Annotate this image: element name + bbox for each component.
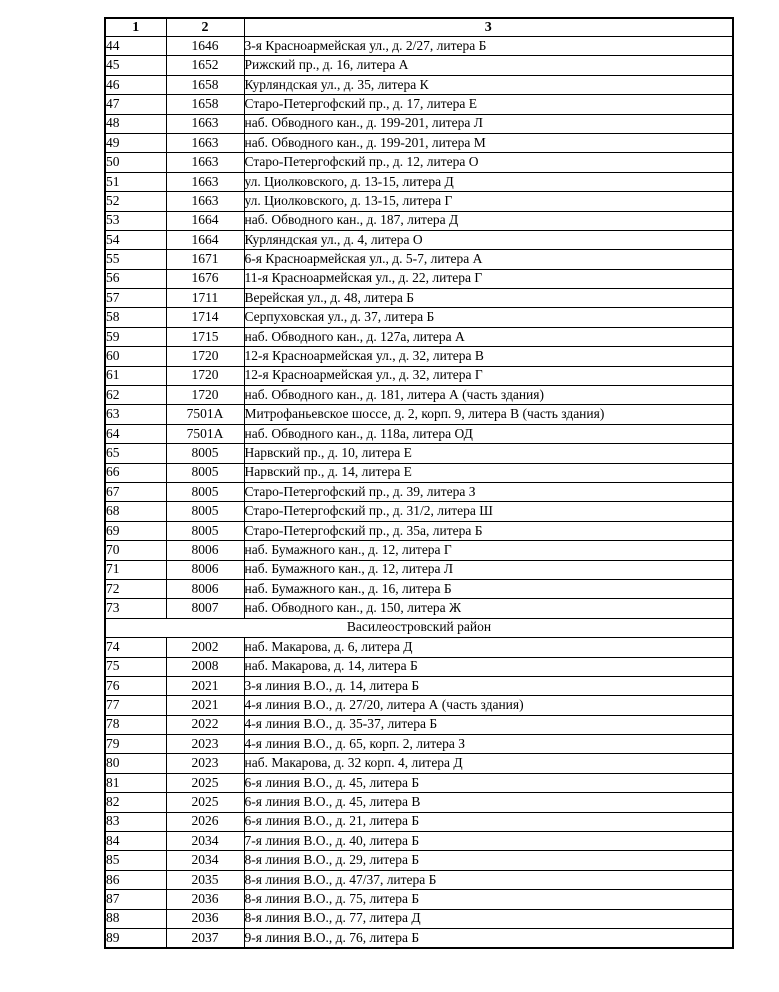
code-cell: 2022 xyxy=(166,715,244,734)
row-number-cell: 65 xyxy=(105,444,166,463)
table-row xyxy=(105,211,733,230)
code-cell: 2035 xyxy=(166,870,244,889)
code-cell: 2002 xyxy=(166,638,244,657)
row-number-cell: 62 xyxy=(105,386,166,405)
address-cell: наб. Обводного кан., д. 127а, литера А xyxy=(244,327,733,346)
address-cell: Старо-Петергофский пр., д. 12, литера О xyxy=(244,153,733,172)
table-row xyxy=(105,308,733,327)
code-cell: 8005 xyxy=(166,502,244,521)
table-row xyxy=(105,579,733,598)
address-table-body xyxy=(105,37,733,949)
code-cell: 8005 xyxy=(166,463,244,482)
row-number-cell: 69 xyxy=(105,521,166,540)
row-number-cell: 51 xyxy=(105,172,166,191)
table-row xyxy=(105,463,733,482)
address-cell: наб. Макарова, д. 32 корп. 4, литера Д xyxy=(244,754,733,773)
address-cell: 7-я линия В.О., д. 40, литера Б xyxy=(244,832,733,851)
row-number-cell: 74 xyxy=(105,638,166,657)
address-cell: наб. Бумажного кан., д. 16, литера Б xyxy=(244,579,733,598)
code-cell: 8006 xyxy=(166,560,244,579)
address-cell: 12-я Красноармейская ул., д. 32, литера Г xyxy=(244,366,733,385)
row-number-cell: 61 xyxy=(105,366,166,385)
code-cell: 1646 xyxy=(166,37,244,56)
table-row xyxy=(105,909,733,928)
table-header-row xyxy=(105,18,733,37)
table-row xyxy=(105,696,733,715)
row-number-cell: 64 xyxy=(105,424,166,443)
code-cell: 1663 xyxy=(166,153,244,172)
table-row xyxy=(105,192,733,211)
table-row xyxy=(105,114,733,133)
address-cell: 8-я линия В.О., д. 47/37, литера Б xyxy=(244,870,733,889)
code-cell: 2037 xyxy=(166,928,244,948)
code-cell: 2021 xyxy=(166,696,244,715)
code-cell: 1711 xyxy=(166,289,244,308)
row-number-cell: 79 xyxy=(105,735,166,754)
row-number-cell: 87 xyxy=(105,890,166,909)
code-cell: 1663 xyxy=(166,192,244,211)
address-cell: 3-я Красноармейская ул., д. 2/27, литера Б xyxy=(244,37,733,56)
address-cell: 6-я линия В.О., д. 45, литера В xyxy=(244,793,733,812)
code-cell: 1715 xyxy=(166,327,244,346)
row-number-cell: 77 xyxy=(105,696,166,715)
table-row xyxy=(105,541,733,560)
table-row xyxy=(105,230,733,249)
row-number-cell: 71 xyxy=(105,560,166,579)
row-number-cell: 73 xyxy=(105,599,166,618)
row-number-cell: 84 xyxy=(105,832,166,851)
address-cell: Нарвский пр., д. 14, литера Е xyxy=(244,463,733,482)
code-cell: 8005 xyxy=(166,521,244,540)
address-cell: 3-я линия В.О., д. 14, литера Б xyxy=(244,676,733,695)
table-row xyxy=(105,560,733,579)
table-row xyxy=(105,75,733,94)
row-number-cell: 44 xyxy=(105,37,166,56)
address-cell: 6-я Красноармейская ул., д. 5-7, литера А xyxy=(244,250,733,269)
row-number-cell: 55 xyxy=(105,250,166,269)
row-number-cell: 60 xyxy=(105,347,166,366)
row-number-cell: 85 xyxy=(105,851,166,870)
address-cell: Серпуховская ул., д. 37, литера Б xyxy=(244,308,733,327)
code-cell: 7501А xyxy=(166,405,244,424)
table-row xyxy=(105,153,733,172)
address-cell: наб. Макарова, д. 14, литера Б xyxy=(244,657,733,676)
row-number-cell: 72 xyxy=(105,579,166,598)
section-title: Василеостровский район xyxy=(105,618,733,637)
column-header-2: 2 xyxy=(166,18,244,37)
row-number-cell: 88 xyxy=(105,909,166,928)
table-row xyxy=(105,444,733,463)
table-row xyxy=(105,870,733,889)
code-cell: 1663 xyxy=(166,114,244,133)
row-number-cell: 47 xyxy=(105,95,166,114)
table-row xyxy=(105,424,733,443)
code-cell: 1663 xyxy=(166,133,244,152)
row-number-cell: 58 xyxy=(105,308,166,327)
code-cell: 2036 xyxy=(166,890,244,909)
table-row xyxy=(105,832,733,851)
code-cell: 1664 xyxy=(166,211,244,230)
table-row xyxy=(105,386,733,405)
code-cell: 1720 xyxy=(166,366,244,385)
table-row xyxy=(105,638,733,657)
code-cell: 8006 xyxy=(166,579,244,598)
address-cell: 8-я линия В.О., д. 29, литера Б xyxy=(244,851,733,870)
address-cell: 8-я линия В.О., д. 75, литера Б xyxy=(244,890,733,909)
table-row xyxy=(105,250,733,269)
code-cell: 1671 xyxy=(166,250,244,269)
code-cell: 2034 xyxy=(166,851,244,870)
address-cell: 4-я линия В.О., д. 35-37, литера Б xyxy=(244,715,733,734)
table-row xyxy=(105,347,733,366)
row-number-cell: 53 xyxy=(105,211,166,230)
table-row xyxy=(105,366,733,385)
code-cell: 1663 xyxy=(166,172,244,191)
row-number-cell: 50 xyxy=(105,153,166,172)
table-row xyxy=(105,928,733,948)
code-cell: 1652 xyxy=(166,56,244,75)
code-cell: 2025 xyxy=(166,793,244,812)
code-cell: 2008 xyxy=(166,657,244,676)
table-row xyxy=(105,521,733,540)
address-cell: 6-я линия В.О., д. 45, литера Б xyxy=(244,773,733,792)
row-number-cell: 49 xyxy=(105,133,166,152)
row-number-cell: 63 xyxy=(105,405,166,424)
code-cell: 1664 xyxy=(166,230,244,249)
address-cell: наб. Обводного кан., д. 150, литера Ж xyxy=(244,599,733,618)
address-cell: наб. Бумажного кан., д. 12, литера Г xyxy=(244,541,733,560)
address-table xyxy=(104,17,734,949)
code-cell: 1720 xyxy=(166,347,244,366)
code-cell: 2021 xyxy=(166,676,244,695)
section-header-row xyxy=(105,618,733,637)
table-row xyxy=(105,812,733,831)
address-cell: наб. Обводного кан., д. 199-201, литера Л xyxy=(244,114,733,133)
row-number-cell: 78 xyxy=(105,715,166,734)
code-cell: 2034 xyxy=(166,832,244,851)
row-number-cell: 75 xyxy=(105,657,166,676)
row-number-cell: 56 xyxy=(105,269,166,288)
row-number-cell: 80 xyxy=(105,754,166,773)
code-cell: 8005 xyxy=(166,444,244,463)
table-row xyxy=(105,851,733,870)
row-number-cell: 89 xyxy=(105,928,166,948)
row-number-cell: 45 xyxy=(105,56,166,75)
address-cell: наб. Бумажного кан., д. 12, литера Л xyxy=(244,560,733,579)
table-row xyxy=(105,754,733,773)
row-number-cell: 57 xyxy=(105,289,166,308)
code-cell: 1658 xyxy=(166,75,244,94)
address-cell: Митрофаньевское шоссе, д. 2, корп. 9, литера В (часть здания) xyxy=(244,405,733,424)
table-row xyxy=(105,269,733,288)
table-row xyxy=(105,657,733,676)
table-row xyxy=(105,890,733,909)
column-header-1: 1 xyxy=(105,18,166,37)
address-cell: Верейская ул., д. 48, литера Б xyxy=(244,289,733,308)
row-number-cell: 66 xyxy=(105,463,166,482)
address-cell: Рижский пр., д. 16, литера А xyxy=(244,56,733,75)
row-number-cell: 76 xyxy=(105,676,166,695)
row-number-cell: 86 xyxy=(105,870,166,889)
table-row xyxy=(105,289,733,308)
address-cell: 4-я линия В.О., д. 27/20, литера А (часть здания) xyxy=(244,696,733,715)
address-cell: ул. Циолковского, д. 13-15, литера Д xyxy=(244,172,733,191)
address-cell: Старо-Петергофский пр., д. 31/2, литера Ш xyxy=(244,502,733,521)
address-cell: 4-я линия В.О., д. 65, корп. 2, литера З xyxy=(244,735,733,754)
table-row xyxy=(105,793,733,812)
column-header-3: 3 xyxy=(244,18,733,37)
row-number-cell: 54 xyxy=(105,230,166,249)
address-cell: Курляндская ул., д. 35, литера К xyxy=(244,75,733,94)
table-row xyxy=(105,735,733,754)
address-cell: Старо-Петергофский пр., д. 39, литера З xyxy=(244,482,733,501)
address-cell: 8-я линия В.О., д. 77, литера Д xyxy=(244,909,733,928)
code-cell: 7501А xyxy=(166,424,244,443)
address-cell: наб. Макарова, д. 6, литера Д xyxy=(244,638,733,657)
row-number-cell: 48 xyxy=(105,114,166,133)
address-cell: Старо-Петергофский пр., д. 35а, литера Б xyxy=(244,521,733,540)
code-cell: 2023 xyxy=(166,754,244,773)
address-cell: ул. Циолковского, д. 13-15, литера Г xyxy=(244,192,733,211)
table-row xyxy=(105,95,733,114)
code-cell: 8005 xyxy=(166,482,244,501)
address-cell: 6-я линия В.О., д. 21, литера Б xyxy=(244,812,733,831)
row-number-cell: 70 xyxy=(105,541,166,560)
row-number-cell: 67 xyxy=(105,482,166,501)
code-cell: 1658 xyxy=(166,95,244,114)
table-row xyxy=(105,327,733,346)
address-cell: Старо-Петергофский пр., д. 17, литера Е xyxy=(244,95,733,114)
address-cell: наб. Обводного кан., д. 118а, литера ОД xyxy=(244,424,733,443)
row-number-cell: 83 xyxy=(105,812,166,831)
address-cell: 11-я Красноармейская ул., д. 22, литера Г xyxy=(244,269,733,288)
row-number-cell: 68 xyxy=(105,502,166,521)
table-row xyxy=(105,405,733,424)
row-number-cell: 52 xyxy=(105,192,166,211)
row-number-cell: 81 xyxy=(105,773,166,792)
row-number-cell: 82 xyxy=(105,793,166,812)
table-row xyxy=(105,502,733,521)
table-row xyxy=(105,773,733,792)
code-cell: 1720 xyxy=(166,386,244,405)
address-cell: наб. Обводного кан., д. 199-201, литера М xyxy=(244,133,733,152)
code-cell: 2036 xyxy=(166,909,244,928)
table-row xyxy=(105,482,733,501)
table-row xyxy=(105,599,733,618)
code-cell: 2023 xyxy=(166,735,244,754)
code-cell: 2025 xyxy=(166,773,244,792)
address-cell: 9-я линия В.О., д. 76, литера Б xyxy=(244,928,733,948)
table-row xyxy=(105,133,733,152)
address-cell: 12-я Красноармейская ул., д. 32, литера В xyxy=(244,347,733,366)
code-cell: 1676 xyxy=(166,269,244,288)
row-number-cell: 59 xyxy=(105,327,166,346)
address-cell: Курляндская ул., д. 4, литера О xyxy=(244,230,733,249)
address-cell: наб. Обводного кан., д. 187, литера Д xyxy=(244,211,733,230)
code-cell: 8007 xyxy=(166,599,244,618)
address-cell: наб. Обводного кан., д. 181, литера А (часть здания) xyxy=(244,386,733,405)
table-row xyxy=(105,37,733,56)
address-cell: Нарвский пр., д. 10, литера Е xyxy=(244,444,733,463)
table-row xyxy=(105,56,733,75)
table-row xyxy=(105,172,733,191)
code-cell: 1714 xyxy=(166,308,244,327)
code-cell: 8006 xyxy=(166,541,244,560)
code-cell: 2026 xyxy=(166,812,244,831)
table-row xyxy=(105,715,733,734)
table-row xyxy=(105,676,733,695)
row-number-cell: 46 xyxy=(105,75,166,94)
